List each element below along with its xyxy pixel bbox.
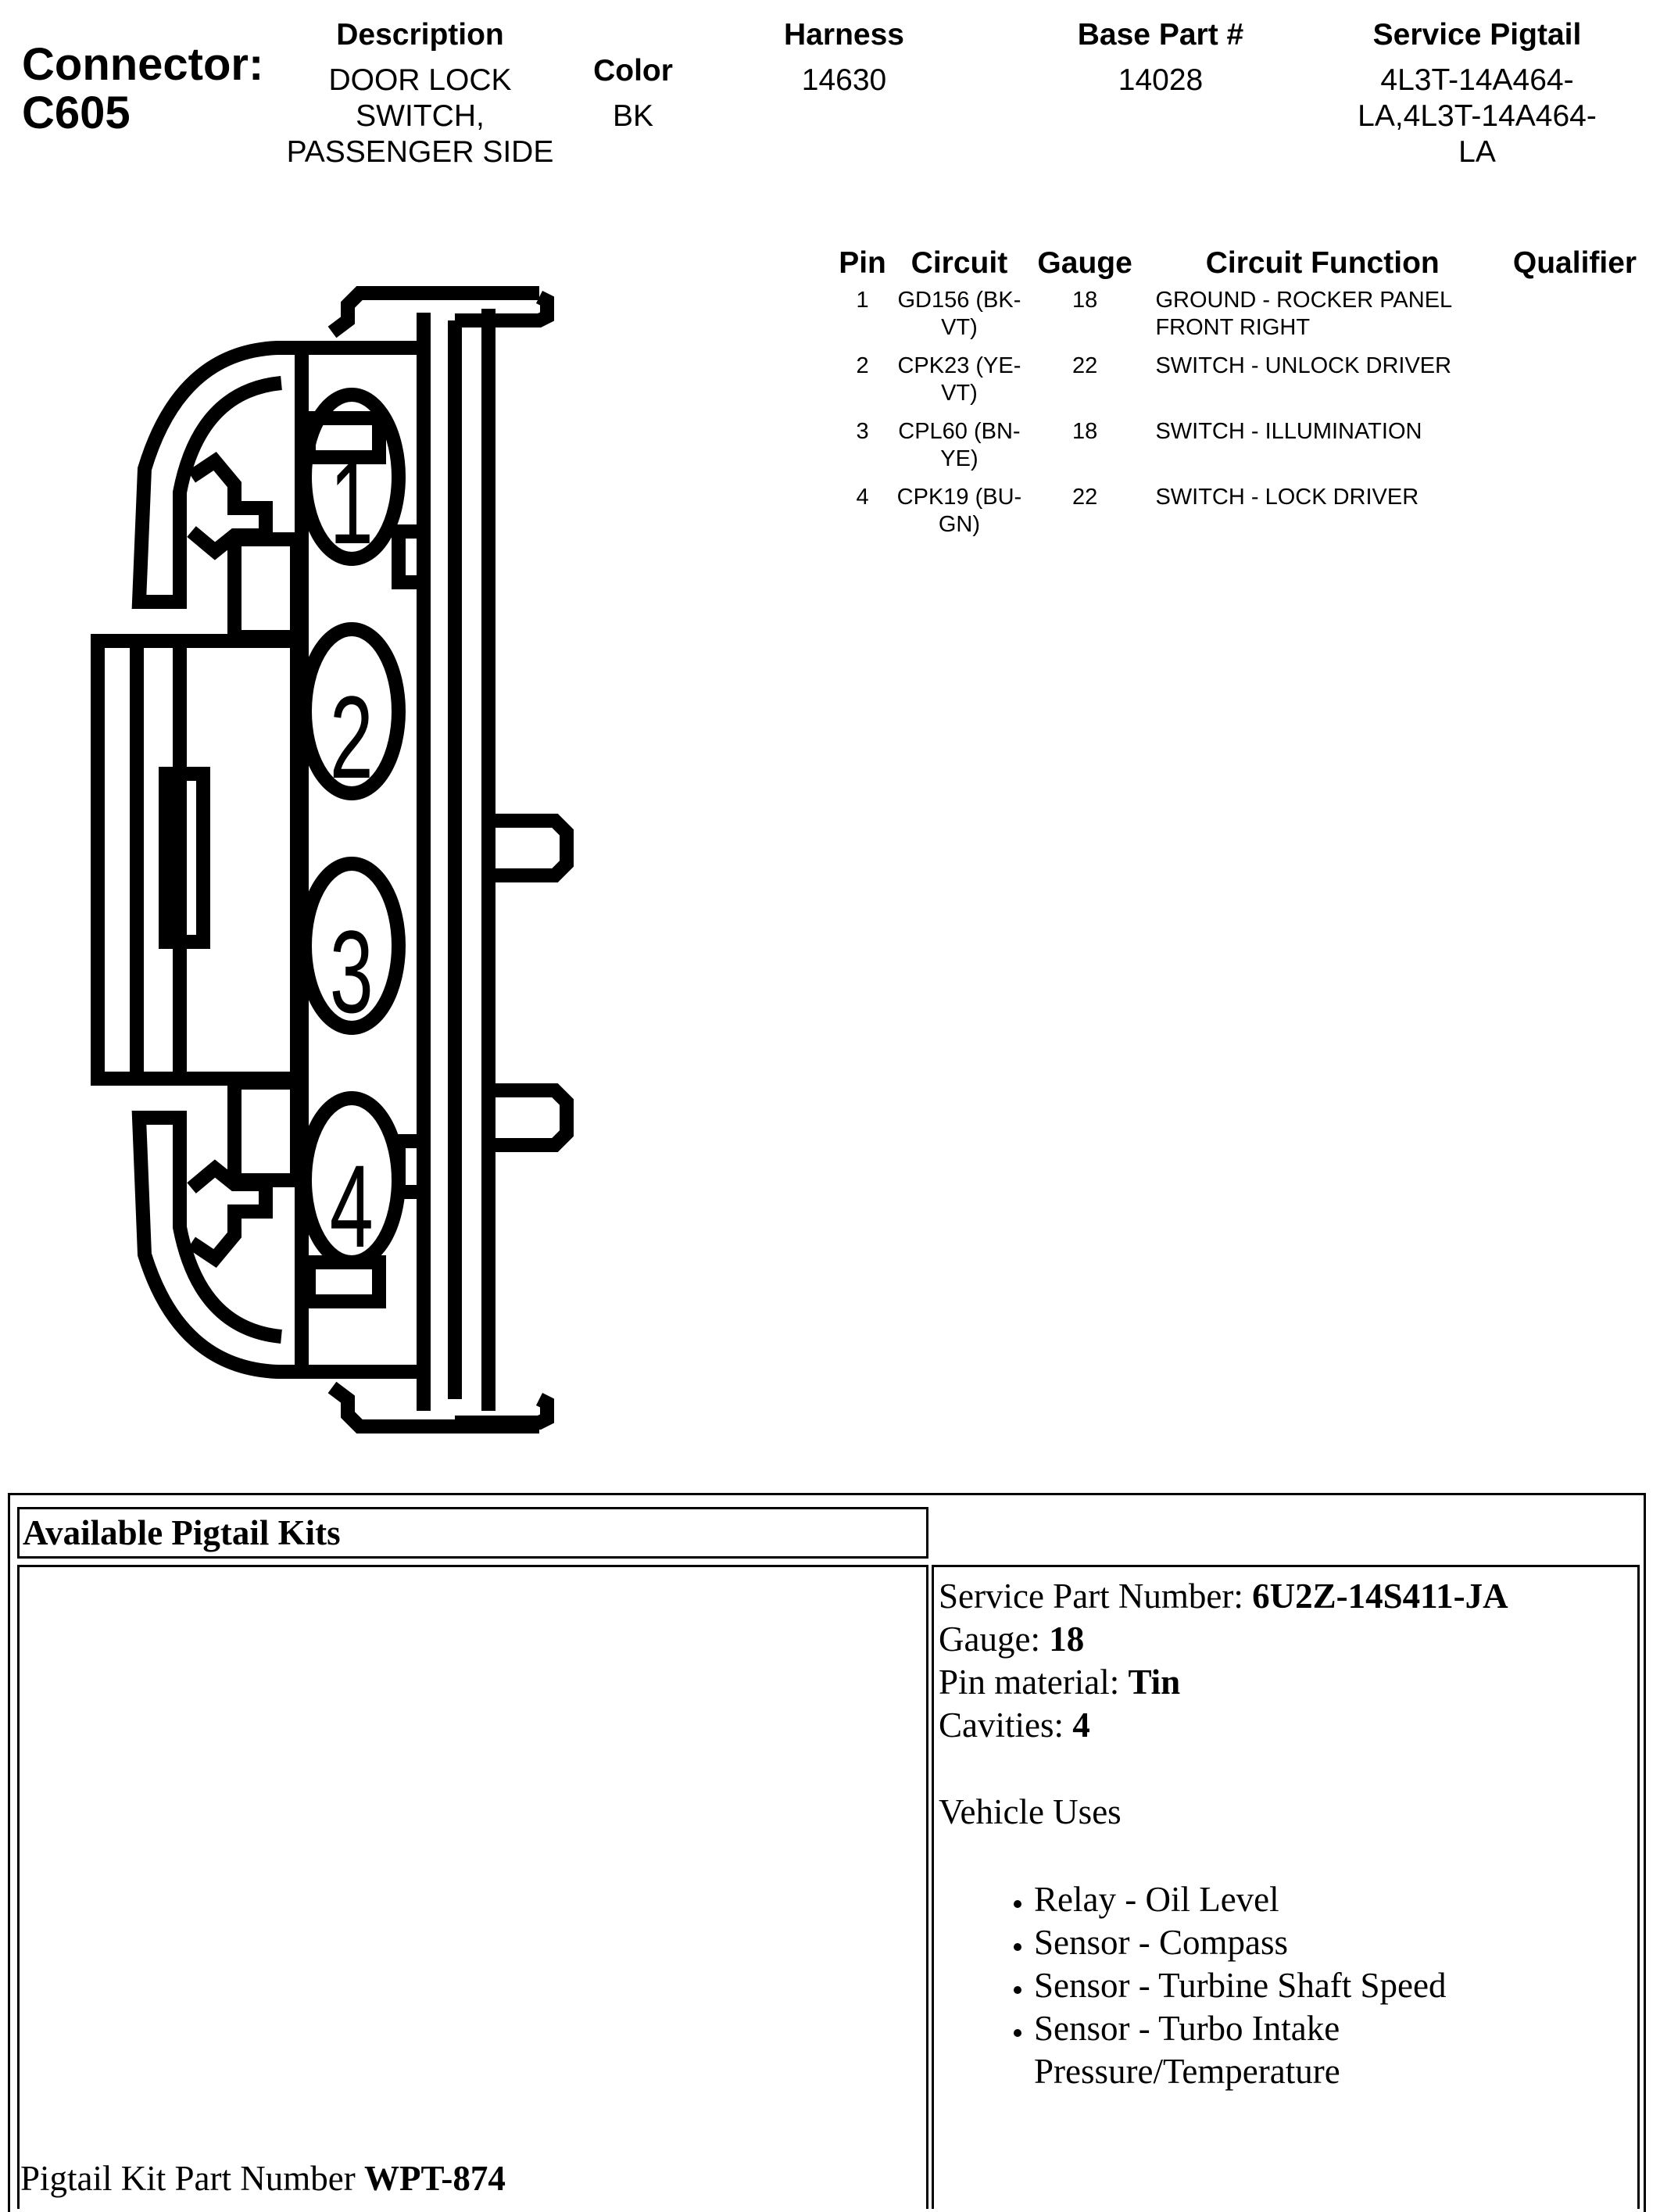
color-label: Color [593, 54, 673, 88]
post-bottom [234, 1083, 297, 1180]
service-pigtail-line: LA,4L3T-14A464- [1358, 99, 1597, 133]
circuit-line: GN) [938, 512, 981, 537]
function-line: FRONT RIGHT [1155, 315, 1311, 340]
list-item: • Sensor - Compass [1034, 1921, 1637, 1964]
service-pigtail-line: LA [1458, 135, 1496, 169]
outer-body [139, 348, 430, 602]
circuit-line: VT) [941, 315, 978, 340]
color-value: BK [612, 99, 654, 133]
gauge-value: 18 [1049, 1620, 1085, 1659]
service-part-number [939, 1575, 1637, 1618]
cell-circuit [896, 353, 1022, 418]
cell-pin: 1 [856, 288, 869, 313]
pigtail-kit-part-number [20, 2157, 506, 2200]
function-line: SWITCH - ILLUMINATION [1155, 419, 1422, 444]
table-row [828, 484, 1660, 549]
description-value [270, 63, 571, 170]
description-line: DOOR LOCK [328, 63, 512, 97]
base-part-value: 14028 [1118, 63, 1204, 97]
function-line: SWITCH - UNLOCK DRIVER [1155, 353, 1452, 378]
description-column [270, 17, 571, 170]
cavities-label: Cavities: [939, 1706, 1073, 1745]
cell-pin: 2 [856, 353, 869, 378]
header-gauge: Gauge [1037, 246, 1132, 280]
pigtail-kits-heading: Available Pigtail Kits [17, 1507, 928, 1559]
pigtail-image-cell [17, 1565, 928, 2209]
table-row [828, 353, 1660, 418]
cell-function [1147, 287, 1490, 353]
cell-qualifier [1490, 418, 1660, 484]
gauge-label: Gauge: [939, 1620, 1050, 1659]
function-line: GROUND - ROCKER PANEL [1155, 288, 1453, 313]
post-top [234, 539, 297, 637]
cell-gauge: 18 [1071, 419, 1098, 444]
description-line: PASSENGER SIDE [286, 135, 554, 169]
cell-pin: 3 [856, 419, 869, 444]
cavities-spec [939, 1704, 1637, 1747]
service-part-label: Service Part Number: [939, 1577, 1253, 1616]
color-column [578, 53, 688, 134]
cell-circuit [896, 484, 1022, 549]
kit-part-label: Pigtail Kit Part Number [20, 2159, 364, 2198]
list-item: • Sensor - Turbine Shaft Speed [1034, 1964, 1637, 2007]
pin-table [828, 246, 1660, 549]
base-part-column [1055, 17, 1266, 98]
header-pin: Pin [839, 246, 886, 280]
pin-label-4: 4 [329, 1140, 374, 1272]
circuit-line: GD156 (BK- [897, 288, 1021, 313]
cell-gauge: 18 [1071, 288, 1098, 313]
right-tab-upper [488, 821, 567, 875]
pin-material-value: Tin [1128, 1663, 1181, 1702]
cell-function [1147, 484, 1490, 549]
kit-part-value: WPT-874 [363, 2159, 506, 2198]
gauge-spec [939, 1618, 1637, 1661]
circuit-line: YE) [940, 446, 978, 471]
connector-title [22, 41, 263, 138]
circuit-line: VT) [941, 381, 978, 406]
service-part-value: 6U2Z-14S411-JA [1252, 1577, 1508, 1616]
service-pigtail-column [1321, 17, 1633, 170]
header-qualifier: Qualifier [1512, 246, 1637, 280]
cell-pin: 4 [856, 485, 869, 510]
function-line: SWITCH - LOCK DRIVER [1155, 485, 1419, 510]
header-circuit: Circuit [910, 246, 1008, 280]
pin-material-label: Pin material: [939, 1663, 1129, 1702]
cell-circuit [896, 418, 1022, 484]
pin-material-spec [939, 1661, 1637, 1704]
connector-id: C605 [22, 88, 131, 138]
table-row [828, 418, 1660, 484]
harness-column [750, 17, 938, 98]
pin-table-header-row [828, 246, 1660, 287]
circuit-line: CPK23 (YE- [897, 353, 1021, 378]
pin-label-1: 1 [329, 437, 374, 569]
right-tab-lower [488, 1090, 567, 1145]
cell-function [1147, 418, 1490, 484]
circuit-line: CPL60 (BN- [898, 419, 1021, 444]
pigtail-details-cell [932, 1565, 1640, 2209]
cavities-value: 4 [1072, 1706, 1090, 1745]
description-line: SWITCH, [356, 99, 485, 133]
service-pigtail-value [1321, 63, 1633, 170]
harness-label: Harness [784, 18, 904, 52]
connector-label-text: Connector: [22, 39, 264, 90]
description-label: Description [336, 18, 504, 52]
service-pigtail-line: 4L3T-14A464- [1380, 63, 1574, 97]
pin-label-3: 3 [329, 906, 374, 1038]
cell-gauge: 22 [1071, 353, 1098, 378]
right-frame-outer [455, 297, 547, 1423]
header-circuit-function: Circuit Function [1205, 246, 1440, 280]
pin-label-2: 2 [329, 671, 374, 804]
service-pigtail-label: Service Pigtail [1372, 18, 1582, 52]
circuit-line: CPK19 (BU- [896, 485, 1022, 510]
list-item: • Sensor - Turbo Intake Pressure/Temperature [1034, 2007, 1425, 2093]
cell-qualifier [1490, 484, 1660, 549]
list-item: • Relay - Oil Level [1034, 1878, 1637, 1921]
cell-qualifier [1490, 353, 1660, 418]
connector-diagram [78, 274, 766, 1454]
cell-function [1147, 353, 1490, 418]
cell-circuit [896, 287, 1022, 353]
table-row [828, 287, 1660, 353]
right-frame-bottom [332, 1387, 539, 1426]
base-part-label: Base Part # [1077, 18, 1244, 52]
harness-value: 14630 [801, 63, 887, 97]
pin-notch [399, 532, 424, 582]
cell-qualifier [1490, 287, 1660, 353]
vehicle-uses-heading: Vehicle Uses [939, 1792, 1122, 1831]
cell-gauge: 22 [1071, 485, 1098, 510]
vehicle-uses-list [939, 1878, 1637, 2093]
